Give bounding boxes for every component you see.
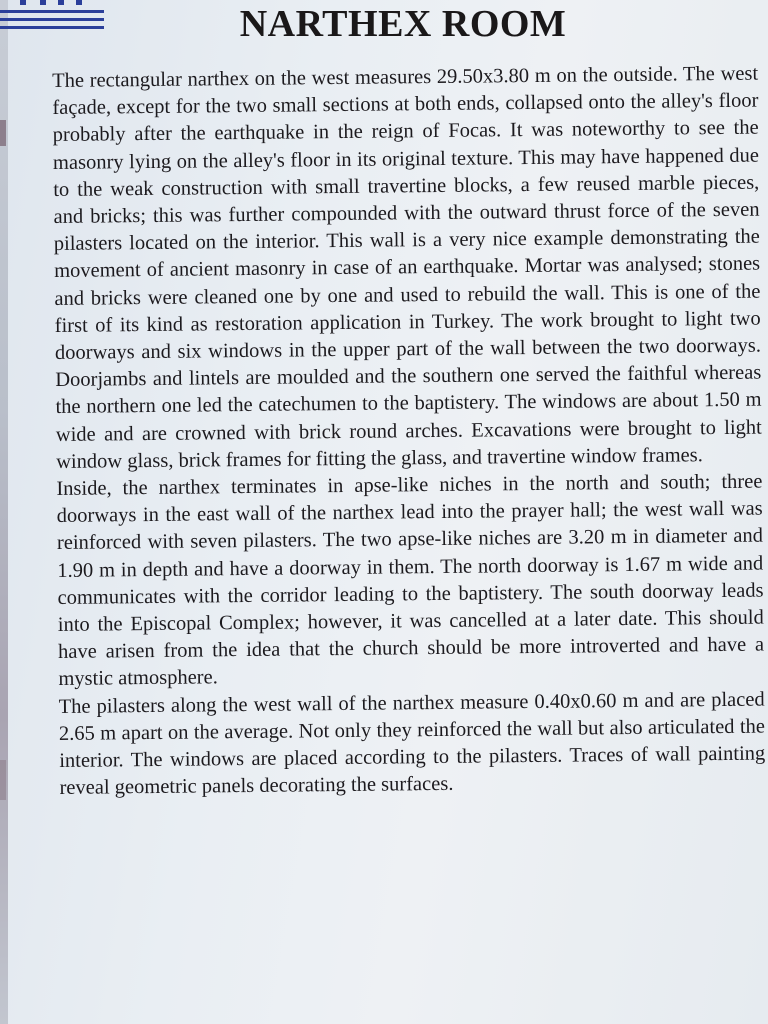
sign-body-text (52, 61, 766, 803)
left-edge-strip (0, 0, 8, 1024)
paragraph-pilasters: The pilasters along the west wall of the narthex measure 0.40x0.60 m and are placed 2.65 m apart on the average. Not only they reinforced the wall but also articulated the interior. The windows are placed according to the pilasters. Traces of wall painting reveal geometric panels decorating the surfaces. (58, 688, 766, 800)
left-edge-mark (0, 760, 6, 800)
page-title: NARTHEX ROOM (239, 3, 567, 45)
left-edge-mark (0, 120, 6, 146)
paragraph-interior: Inside, the narthex terminates in apse-like niches in the north and south; three doorways in the east wall of the narthex lead into the prayer hall; the west wall was reinforced with seven pilasters. The two apse-like niches are 3.20 m in diameter and 1.90 m in depth and have a doorway in them. The north doorway is 1.67 m wide and communicates with the corridor leading to the baptistery. The south doorway leads into the Episcopal Complex; however, it was cancelled at a later date. This should have arisen from the idea that the church should be more introverted and have a mystic atmosphere. (56, 470, 765, 691)
paragraph-exterior: The rectangular narthex on the west measures 29.50x3.80 m on the outside. The west façade, except for the two small sections at both ends, collapsed onto the alley's floor probably after the earthquake in the reign of Focas. It was noteworthy to see the masonry lying on the alley's floor in its original texture. This may have happened due to the weak construction with small travertine blocks, a few reused marble pieces, and bricks; this was further compounded with the outward thrust force of the seven pilasters located on the interior. This wall is a very nice example demonstrating the movement of ancient masonry in case of an earthquake. Mortar was analysed; stones and bricks were cleaned one by one and used to rebuild the wall. This is one of the first of its kind as restoration application in Turkey. The work brought to light two doorways and six windows in the upper part of the wall between the two doorways. Doorjambs and lintels are moulded and the southern one served the faithful whereas the northern one led the catechumen to the baptistery. The windows are about 1.50 m wide and are crowned with brick round arches. Excavations were brought to light window glass, brick frames for fitting the glass, and travertine window frames. (52, 62, 762, 473)
